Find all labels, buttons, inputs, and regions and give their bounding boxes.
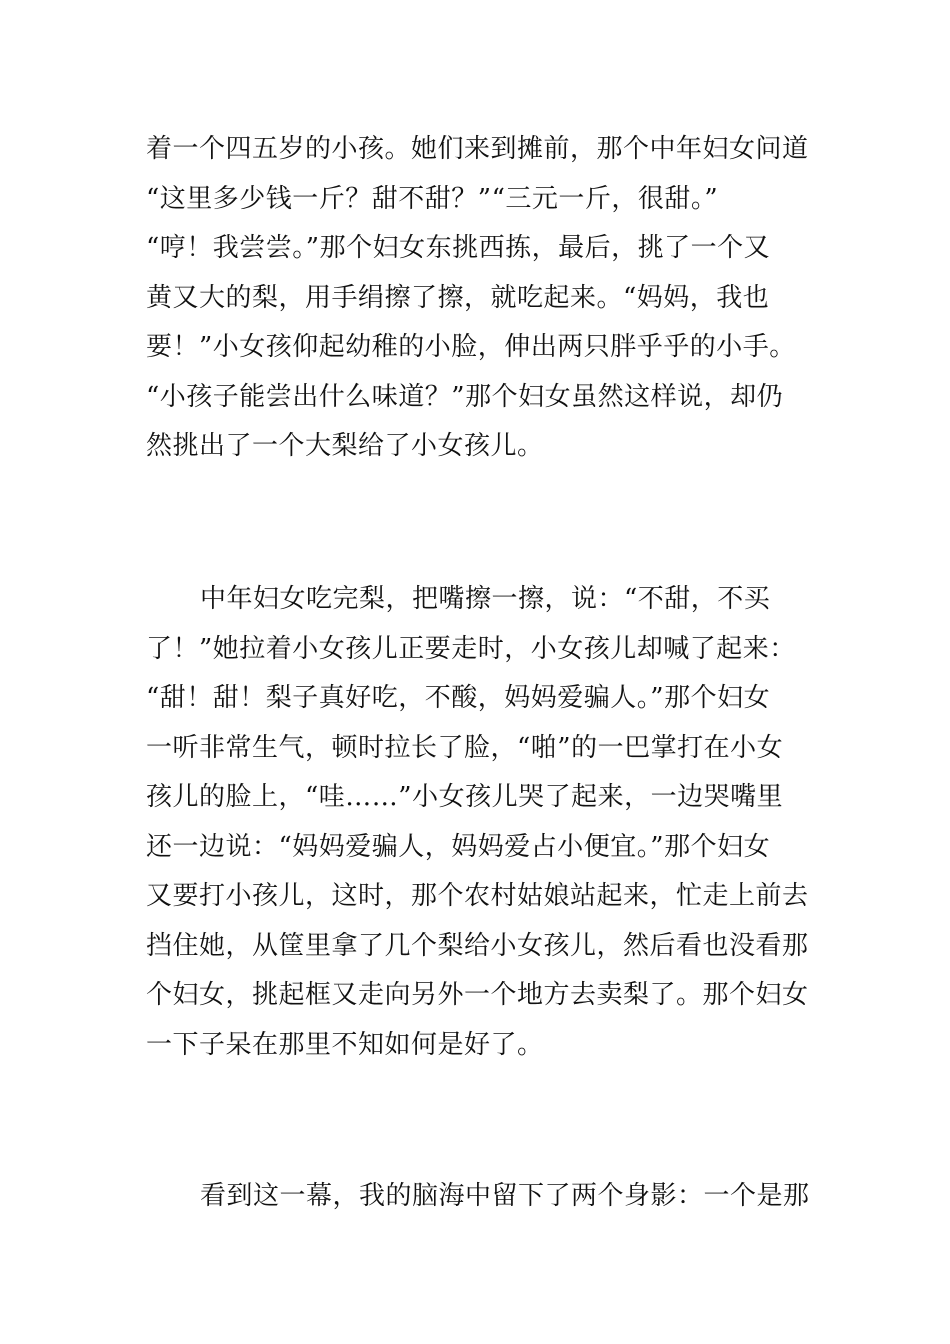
text-line: 还一边说：“妈妈爱骗人，妈妈爱占小便宜。”那个妇女 [146,831,771,862]
text-line: 又要打小孩儿，这时，那个农村姑娘站起来，忙走上前去 [146,881,809,911]
text-line: 了！”她拉着小女孩儿正要走时，小女孩儿却喊了起来： [146,633,796,664]
text-line: 一听非常生气，顿时拉长了脸，“啪”的一巴掌打在小女 [146,732,784,763]
text-line: “这里多少钱一斤？甜不甜？”“三元一斤，很甜。” [146,183,719,214]
text-line: “小孩子能尝出什么味道？”那个妇女虽然这样说，却仍 [146,381,784,412]
text-line: 挡住她，从筐里拿了几个梨给小女孩儿，然后看也没看那 [146,930,809,961]
text-line: 要！”小女孩仰起幼稚的小脸，伸出两只胖乎乎的小手。 [146,332,796,362]
text-line: 孩儿的脸上，“哇……”小女孩儿哭了起来，一边哭嘴里 [146,782,784,812]
text-line: “哼！我尝尝。”那个妇女东挑西拣，最后，挑了一个又 [146,233,771,263]
paragraph-1 [146,125,809,472]
text-line: 黄又大的梨，用手绢擦了擦，就吃起来。“妈妈，我也 [146,282,770,313]
paragraph-3 [146,1172,810,1222]
text-line: 中年妇女吃完梨，把嘴擦一擦，说：“不甜，不买 [200,584,771,614]
text-line: 个妇女，挑起框又走向另外一个地方去卖梨了。那个妇女 [146,980,809,1010]
text-line: 然挑出了一个大梨给了小女孩儿。 [146,431,544,461]
text-line: 一下子呆在那里不知如何是好了。 [146,1029,544,1060]
text-line: “甜！甜！梨子真好吃，不酸，妈妈爱骗人。”那个妇女 [146,683,771,713]
text-line: 着一个四五岁的小孩。她们来到摊前，那个中年妇女问道 [146,134,809,164]
paragraph-2 [146,575,809,1070]
text-line: 看到这一幕，我的脑海中留下了两个身影：一个是那 [200,1181,810,1211]
